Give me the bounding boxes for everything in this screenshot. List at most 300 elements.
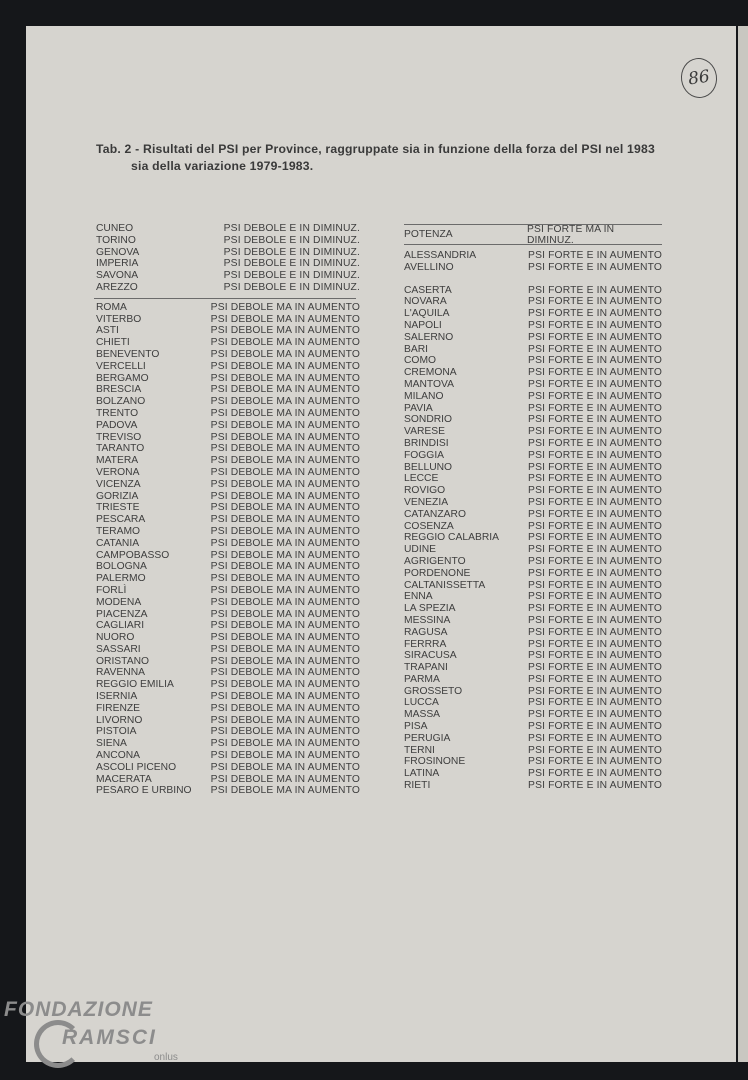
status-label: PSI DEBOLE MA IN AUMENTO bbox=[210, 443, 360, 455]
province-name: AREZZO bbox=[96, 281, 138, 293]
table-row bbox=[404, 285, 662, 297]
table-row bbox=[96, 632, 360, 644]
province-name: NOVARA bbox=[404, 296, 447, 308]
province-name: NUORO bbox=[96, 632, 135, 644]
status-label: PSI DEBOLE MA IN AUMENTO bbox=[210, 396, 360, 408]
province-name: IMPERIA bbox=[96, 258, 139, 270]
table-row bbox=[404, 473, 662, 485]
table-row bbox=[96, 561, 360, 573]
province-name: RAGUSA bbox=[404, 626, 448, 638]
status-label: PSI FORTE E IN AUMENTO bbox=[528, 567, 662, 579]
province-name: VITERBO bbox=[96, 313, 142, 325]
table-row bbox=[96, 479, 360, 491]
province-name: GENOVA bbox=[96, 246, 140, 258]
province-name: PIACENZA bbox=[96, 608, 148, 620]
status-label: PSI FORTE E IN AUMENTO bbox=[528, 555, 662, 567]
table-row bbox=[404, 674, 662, 686]
table-row bbox=[96, 538, 360, 550]
table-row bbox=[96, 573, 360, 585]
table-row bbox=[96, 620, 360, 632]
status-label: PSI FORTE E IN AUMENTO bbox=[528, 367, 662, 379]
province-name: ROVIGO bbox=[404, 485, 446, 497]
status-label: PSI FORTE E IN AUMENTO bbox=[528, 461, 662, 473]
table-row bbox=[96, 514, 360, 526]
province-name: UDINE bbox=[404, 544, 437, 556]
province-name: BELLUNO bbox=[404, 461, 453, 473]
handwritten-page-number: 86 bbox=[678, 56, 719, 101]
status-label: PSI DEBOLE MA IN AUMENTO bbox=[210, 525, 360, 537]
province-name: LUCCA bbox=[404, 697, 439, 709]
table-row bbox=[404, 686, 662, 698]
table-row bbox=[96, 384, 360, 396]
table-row bbox=[404, 355, 662, 367]
table-row bbox=[96, 443, 360, 455]
status-label: PSI FORTE E IN AUMENTO bbox=[528, 732, 662, 744]
table-row bbox=[96, 282, 360, 294]
province-name: TARANTO bbox=[96, 443, 145, 455]
status-label: PSI DEBOLE MA IN AUMENTO bbox=[210, 348, 360, 360]
status-label: PSI DEBOLE MA IN AUMENTO bbox=[210, 549, 360, 561]
status-label: PSI FORTE E IN AUMENTO bbox=[528, 673, 662, 685]
status-label: PSI FORTE E IN AUMENTO bbox=[528, 308, 662, 320]
province-name: ROMA bbox=[96, 301, 127, 313]
province-name: BOLOGNA bbox=[96, 561, 147, 573]
province-name: PERUGIA bbox=[404, 732, 451, 744]
province-name: REGGIO CALABRIA bbox=[404, 532, 499, 544]
table-row bbox=[404, 544, 662, 556]
table-row bbox=[96, 585, 360, 597]
province-name: ASCOLI PICENO bbox=[96, 761, 177, 773]
status-label: PSI FORTE E IN AUMENTO bbox=[528, 697, 662, 709]
status-label: PSI FORTE E IN AUMENTO bbox=[528, 626, 662, 638]
province-name: BARI bbox=[404, 343, 429, 355]
table-row bbox=[96, 691, 360, 703]
table-row bbox=[96, 667, 360, 679]
province-name: TRIESTE bbox=[96, 502, 140, 514]
table-row bbox=[96, 502, 360, 514]
right-column bbox=[404, 224, 662, 792]
table-row bbox=[404, 414, 662, 426]
table-row bbox=[404, 745, 662, 757]
status-label: PSI DEBOLE E IN DIMINUZ. bbox=[223, 258, 360, 270]
status-label: PSI DEBOLE MA IN AUMENTO bbox=[210, 431, 360, 443]
province-name: MASSA bbox=[404, 709, 441, 721]
status-label: PSI FORTE E IN AUMENTO bbox=[528, 378, 662, 390]
right-header-row bbox=[404, 224, 662, 245]
status-label: PSI DEBOLE MA IN AUMENTO bbox=[210, 490, 360, 502]
status-label: PSI FORTE E IN AUMENTO bbox=[528, 744, 662, 756]
province-name: SIRACUSA bbox=[404, 650, 457, 662]
table-row bbox=[96, 750, 360, 762]
status-label: PSI DEBOLE MA IN AUMENTO bbox=[210, 325, 360, 337]
status-label: PSI FORTE E IN AUMENTO bbox=[528, 331, 662, 343]
province-name: TRENTO bbox=[96, 407, 139, 419]
province-name: NAPOLI bbox=[404, 319, 442, 331]
table-row bbox=[96, 337, 360, 349]
table-row bbox=[96, 314, 360, 326]
province-name: CHIETI bbox=[96, 337, 130, 349]
status-label: PSI DEBOLE MA IN AUMENTO bbox=[210, 608, 360, 620]
status-label: PSI FORTE E IN AUMENTO bbox=[528, 390, 662, 402]
province-name: VENEZIA bbox=[404, 496, 449, 508]
province-name: REGGIO EMILIA bbox=[96, 679, 174, 691]
title-line-1: Tab. 2 - Risultati del PSI per Province, raggruppate sia in funzione della forza del PSI nel 1983 bbox=[96, 142, 655, 156]
table-row bbox=[404, 721, 662, 733]
left-column bbox=[96, 223, 360, 797]
province-name: ANCONA bbox=[96, 750, 141, 762]
table-row bbox=[404, 497, 662, 509]
province-name: MILANO bbox=[404, 390, 444, 402]
province-name: CAGLIARI bbox=[96, 620, 145, 632]
status-label: PSI FORTE E IN AUMENTO bbox=[528, 250, 662, 261]
province-name: TRAPANI bbox=[404, 662, 448, 674]
table-title bbox=[96, 141, 676, 175]
status-label: PSI DEBOLE MA IN AUMENTO bbox=[210, 643, 360, 655]
table-row bbox=[404, 485, 662, 497]
table-row bbox=[404, 250, 662, 262]
province-name: GORIZIA bbox=[96, 490, 139, 502]
status-label: PSI DEBOLE MA IN AUMENTO bbox=[210, 738, 360, 750]
province-name: SASSARI bbox=[96, 643, 141, 655]
province-name: COSENZA bbox=[404, 520, 454, 532]
province-name: LA SPEZIA bbox=[404, 603, 456, 615]
status-label: PSI FORTE E IN AUMENTO bbox=[528, 284, 662, 296]
table-row bbox=[96, 644, 360, 656]
status-label: PSI DEBOLE MA IN AUMENTO bbox=[210, 726, 360, 738]
table-row bbox=[404, 709, 662, 721]
status-label: PSI DEBOLE MA IN AUMENTO bbox=[210, 596, 360, 608]
table-row bbox=[96, 656, 360, 668]
status-label: PSI DEBOLE MA IN AUMENTO bbox=[210, 419, 360, 431]
status-label: PSI FORTE E IN AUMENTO bbox=[528, 650, 662, 662]
status-label: PSI FORTE E IN AUMENTO bbox=[528, 721, 662, 733]
table-row bbox=[96, 703, 360, 715]
province-name: RIETI bbox=[404, 780, 431, 792]
province-name: MANTOVA bbox=[404, 378, 454, 390]
status-label: PSI DEBOLE MA IN AUMENTO bbox=[210, 372, 360, 384]
table-row bbox=[96, 491, 360, 503]
table-row bbox=[96, 785, 360, 797]
province-name: SONDRIO bbox=[404, 414, 453, 426]
status-label: PSI DEBOLE E IN DIMINUZ. bbox=[223, 281, 360, 293]
status-label: PSI DEBOLE E IN DIMINUZ. bbox=[223, 223, 360, 234]
table-row bbox=[404, 580, 662, 592]
status-label: PSI FORTE E IN AUMENTO bbox=[528, 414, 662, 426]
province-name: PADOVA bbox=[96, 419, 138, 431]
province-name: MESSINA bbox=[404, 614, 451, 626]
table-row bbox=[96, 361, 360, 373]
title-line-2: sia della variazione 1979-1983. bbox=[131, 159, 314, 173]
status-label: PSI FORTE E IN AUMENTO bbox=[528, 426, 662, 438]
status-label: PSI DEBOLE MA IN AUMENTO bbox=[210, 455, 360, 467]
province-name: PALERMO bbox=[96, 573, 146, 585]
status-label: PSI DEBOLE MA IN AUMENTO bbox=[210, 655, 360, 667]
status-label: PSI DEBOLE MA IN AUMENTO bbox=[210, 773, 360, 785]
status-label: PSI FORTE E IN AUMENTO bbox=[528, 768, 662, 780]
group-gap bbox=[404, 274, 662, 285]
table-row bbox=[96, 235, 360, 247]
table-row bbox=[96, 550, 360, 562]
table-row bbox=[404, 591, 662, 603]
province-name: CASERTA bbox=[404, 284, 452, 296]
province-name: FOGGIA bbox=[404, 449, 445, 461]
status-label: PSI DEBOLE MA IN AUMENTO bbox=[210, 761, 360, 773]
status-label: PSI FORTE E IN AUMENTO bbox=[528, 780, 662, 792]
status-label: PSI DEBOLE MA IN AUMENTO bbox=[210, 561, 360, 573]
table-row bbox=[404, 603, 662, 615]
province-name: CALTANISSETTA bbox=[404, 579, 486, 591]
status-label: PSI FORTE E IN AUMENTO bbox=[528, 508, 662, 520]
status-label: PSI DEBOLE MA IN AUMENTO bbox=[210, 691, 360, 703]
province-name: LECCE bbox=[404, 473, 439, 485]
status-label: PSI FORTE E IN AUMENTO bbox=[528, 449, 662, 461]
table-row bbox=[404, 756, 662, 768]
table-row bbox=[96, 349, 360, 361]
table-row bbox=[404, 450, 662, 462]
status-label: PSI DEBOLE MA IN AUMENTO bbox=[210, 785, 360, 797]
province-name: FROSINONE bbox=[404, 756, 466, 768]
province-name: CAMPOBASSO bbox=[96, 549, 170, 561]
table-row bbox=[96, 258, 360, 270]
status-label: PSI FORTE E IN AUMENTO bbox=[528, 614, 662, 626]
table-row bbox=[404, 568, 662, 580]
table-row bbox=[404, 367, 662, 379]
table-row bbox=[96, 270, 360, 282]
table-row bbox=[404, 615, 662, 627]
province-name: PISA bbox=[404, 721, 428, 733]
status-label: PSI FORTE E IN AUMENTO bbox=[528, 343, 662, 355]
table-row bbox=[96, 609, 360, 621]
province-name: POTENZA bbox=[404, 229, 453, 240]
status-label: PSI FORTE E IN AUMENTO bbox=[528, 709, 662, 721]
province-name: PESARO E URBINO bbox=[96, 785, 192, 797]
right-column-body bbox=[404, 250, 662, 792]
province-name: VICENZA bbox=[96, 478, 141, 490]
province-name: CATANZARO bbox=[404, 508, 466, 520]
table-row bbox=[404, 662, 662, 674]
table-row bbox=[96, 408, 360, 420]
table-row bbox=[404, 426, 662, 438]
table-row bbox=[404, 403, 662, 415]
table-row bbox=[404, 627, 662, 639]
status-label: PSI DEBOLE MA IN AUMENTO bbox=[210, 466, 360, 478]
province-name: BRESCIA bbox=[96, 384, 142, 396]
province-name: LATINA bbox=[404, 768, 440, 780]
watermark-line-2: RAMSCI bbox=[62, 1026, 157, 1049]
table-row bbox=[96, 762, 360, 774]
status-label: PSI DEBOLE MA IN AUMENTO bbox=[210, 537, 360, 549]
status-label: PSI DEBOLE E IN DIMINUZ. bbox=[223, 234, 360, 246]
status-label: PSI DEBOLE MA IN AUMENTO bbox=[210, 514, 360, 526]
right-group-1 bbox=[404, 250, 662, 274]
table-row bbox=[404, 650, 662, 662]
province-name: SAVONA bbox=[96, 270, 139, 282]
province-name: ALESSANDRIA bbox=[404, 250, 477, 261]
status-label: PSI FORTE E IN AUMENTO bbox=[528, 638, 662, 650]
province-name: PISTOIA bbox=[96, 726, 137, 738]
table-row bbox=[404, 780, 662, 792]
group-divider bbox=[94, 298, 356, 299]
province-name: VERONA bbox=[96, 466, 140, 478]
province-name: FIRENZE bbox=[96, 702, 141, 714]
table-row bbox=[404, 509, 662, 521]
table-row bbox=[404, 462, 662, 474]
table-row bbox=[404, 556, 662, 568]
table-row bbox=[96, 223, 360, 235]
province-name: CATANIA bbox=[96, 537, 140, 549]
status-label: PSI FORTE E IN AUMENTO bbox=[528, 662, 662, 674]
table-row bbox=[96, 325, 360, 337]
status-label: PSI DEBOLE E IN DIMINUZ. bbox=[223, 246, 360, 258]
province-name: AVELLINO bbox=[404, 261, 454, 273]
province-name: MATERA bbox=[96, 455, 139, 467]
status-label: PSI FORTE E IN AUMENTO bbox=[528, 437, 662, 449]
table-row bbox=[96, 726, 360, 738]
table-row bbox=[404, 438, 662, 450]
status-label: PSI FORTE E IN AUMENTO bbox=[528, 261, 662, 273]
table-row bbox=[96, 302, 360, 314]
table-row bbox=[404, 344, 662, 356]
table-row bbox=[404, 697, 662, 709]
table-row bbox=[404, 768, 662, 780]
province-name: CUNEO bbox=[96, 223, 134, 234]
province-name: GROSSETO bbox=[404, 685, 463, 697]
right-group-2 bbox=[404, 285, 662, 792]
status-label: PSI DEBOLE MA IN AUMENTO bbox=[210, 702, 360, 714]
province-name: TERAMO bbox=[96, 525, 141, 537]
status-label: PSI FORTE E IN AUMENTO bbox=[528, 402, 662, 414]
province-name: BRINDISI bbox=[404, 437, 449, 449]
province-name: PARMA bbox=[404, 673, 440, 685]
watermark-line-1: FONDAZIONE bbox=[4, 998, 153, 1021]
table-row bbox=[96, 774, 360, 786]
status-label: PSI FORTE E IN AUMENTO bbox=[528, 591, 662, 603]
province-name: AGRIGENTO bbox=[404, 555, 466, 567]
table-row bbox=[96, 597, 360, 609]
province-name: SALERNO bbox=[404, 331, 454, 343]
status-label: PSI FORTE E IN AUMENTO bbox=[528, 520, 662, 532]
status-label: PSI DEBOLE MA IN AUMENTO bbox=[210, 313, 360, 325]
province-name: BOLZANO bbox=[96, 396, 146, 408]
left-group-2 bbox=[96, 302, 360, 797]
table-row bbox=[96, 738, 360, 750]
province-name: CREMONA bbox=[404, 367, 457, 379]
province-name: TREVISO bbox=[96, 431, 142, 443]
table-row bbox=[404, 320, 662, 332]
province-name: BENEVENTO bbox=[96, 348, 160, 360]
status-label: PSI DEBOLE MA IN AUMENTO bbox=[210, 337, 360, 349]
status-label: PSI FORTE E IN AUMENTO bbox=[528, 579, 662, 591]
status-label: PSI DEBOLE MA IN AUMENTO bbox=[210, 502, 360, 514]
province-name: ISERNIA bbox=[96, 691, 138, 703]
province-name: ENNA bbox=[404, 591, 433, 603]
left-group-1 bbox=[96, 223, 360, 294]
table-row bbox=[96, 247, 360, 259]
table-row bbox=[404, 521, 662, 533]
province-name: FORLÌ bbox=[96, 584, 127, 596]
province-name: PAVIA bbox=[404, 402, 433, 414]
status-label: PSI DEBOLE MA IN AUMENTO bbox=[210, 573, 360, 585]
status-label: PSI FORTE E IN AUMENTO bbox=[528, 532, 662, 544]
table-row bbox=[96, 715, 360, 727]
status-label: PSI FORTE E IN AUMENTO bbox=[528, 685, 662, 697]
province-name: FERRRA bbox=[404, 638, 447, 650]
province-name: RAVENNA bbox=[96, 667, 146, 679]
province-name: L'AQUILA bbox=[404, 308, 450, 320]
table-row bbox=[404, 379, 662, 391]
table-row bbox=[404, 308, 662, 320]
status-label: PSI DEBOLE MA IN AUMENTO bbox=[210, 407, 360, 419]
province-name: PESCARA bbox=[96, 514, 146, 526]
table-row bbox=[404, 391, 662, 403]
table-row bbox=[404, 332, 662, 344]
table-row bbox=[96, 420, 360, 432]
province-name: SIENA bbox=[96, 738, 127, 750]
page-edge bbox=[738, 26, 748, 1062]
province-name: MODENA bbox=[96, 596, 142, 608]
status-label: PSI FORTE E IN AUMENTO bbox=[528, 496, 662, 508]
status-label: PSI DEBOLE MA IN AUMENTO bbox=[210, 384, 360, 396]
table-row bbox=[96, 467, 360, 479]
table-row bbox=[96, 396, 360, 408]
status-label: PSI FORTE E IN AUMENTO bbox=[528, 355, 662, 367]
table-row bbox=[96, 526, 360, 538]
status-label: PSI DEBOLE MA IN AUMENTO bbox=[210, 360, 360, 372]
province-name: ORISTANO bbox=[96, 655, 150, 667]
table-row bbox=[96, 679, 360, 691]
table-row bbox=[404, 733, 662, 745]
province-name: LIVORNO bbox=[96, 714, 143, 726]
table-row bbox=[96, 432, 360, 444]
status-label: PSI FORTE E IN AUMENTO bbox=[528, 319, 662, 331]
status-label: PSI FORTE MA IN DIMINUZ. bbox=[526, 223, 615, 246]
status-label: PSI FORTE E IN AUMENTO bbox=[528, 485, 662, 497]
status-label: PSI DEBOLE MA IN AUMENTO bbox=[210, 301, 360, 313]
table-row bbox=[404, 262, 662, 274]
province-name: VERCELLI bbox=[96, 360, 146, 372]
status-label: PSI DEBOLE MA IN AUMENTO bbox=[210, 620, 360, 632]
table-row bbox=[96, 455, 360, 467]
status-label: PSI FORTE E IN AUMENTO bbox=[528, 544, 662, 556]
province-name: MACERATA bbox=[96, 773, 152, 785]
status-label: PSI DEBOLE MA IN AUMENTO bbox=[210, 667, 360, 679]
table-row bbox=[404, 639, 662, 651]
table-row bbox=[96, 373, 360, 385]
table-row bbox=[404, 532, 662, 544]
status-label: PSI FORTE E IN AUMENTO bbox=[528, 473, 662, 485]
province-name: VARESE bbox=[404, 426, 446, 438]
fondazione-gramsci-watermark bbox=[4, 998, 204, 1078]
province-name: ASTI bbox=[96, 325, 119, 337]
status-label: PSI FORTE E IN AUMENTO bbox=[528, 603, 662, 615]
status-label: PSI DEBOLE MA IN AUMENTO bbox=[210, 714, 360, 726]
status-label: PSI DEBOLE MA IN AUMENTO bbox=[210, 478, 360, 490]
table-row bbox=[404, 296, 662, 308]
status-label: PSI DEBOLE MA IN AUMENTO bbox=[210, 584, 360, 596]
watermark-suffix: onlus bbox=[154, 1052, 178, 1063]
status-label: PSI DEBOLE MA IN AUMENTO bbox=[210, 679, 360, 691]
status-label: PSI DEBOLE E IN DIMINUZ. bbox=[223, 270, 360, 282]
province-name: PORDENONE bbox=[404, 567, 471, 579]
province-name: TERNI bbox=[404, 744, 435, 756]
province-name: COMO bbox=[404, 355, 437, 367]
status-label: PSI DEBOLE MA IN AUMENTO bbox=[210, 632, 360, 644]
province-name: TORINO bbox=[96, 234, 136, 246]
status-label: PSI FORTE E IN AUMENTO bbox=[528, 296, 662, 308]
status-label: PSI DEBOLE MA IN AUMENTO bbox=[210, 750, 360, 762]
province-name: BERGAMO bbox=[96, 372, 149, 384]
status-label: PSI FORTE E IN AUMENTO bbox=[528, 756, 662, 768]
